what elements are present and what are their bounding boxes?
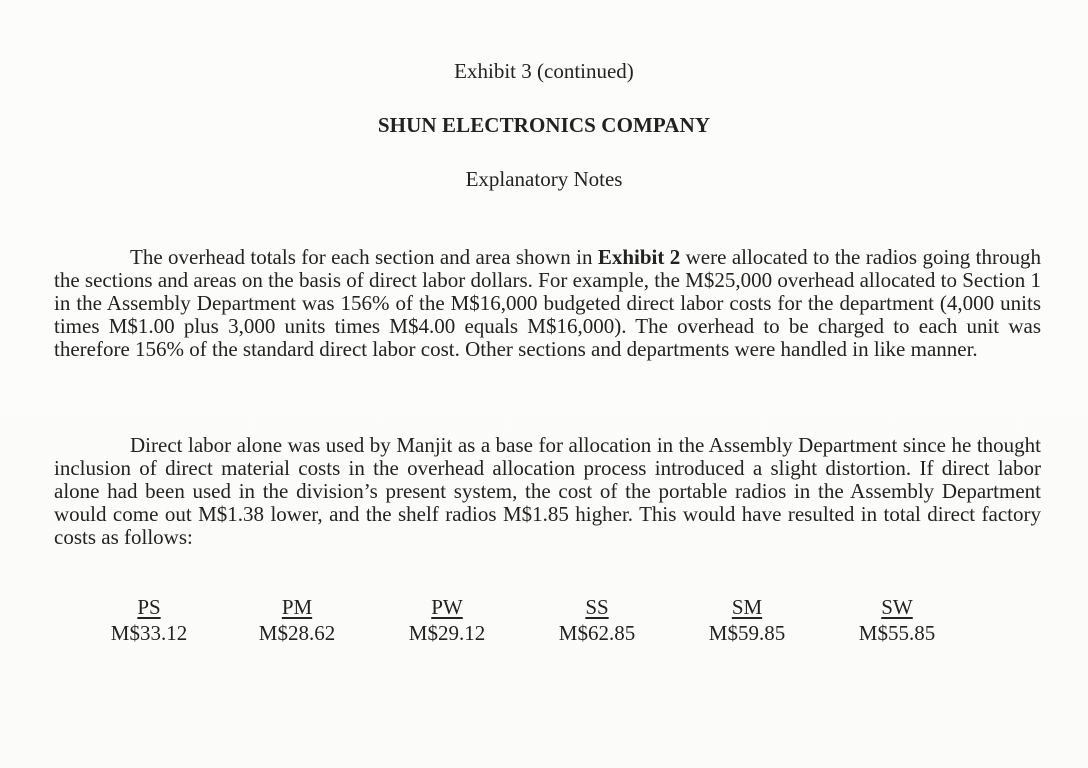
product-code: PW <box>431 595 463 619</box>
product-cost: M$55.85 <box>858 621 936 645</box>
product-cost: M$62.85 <box>558 621 636 645</box>
cost-column-ps <box>94 594 204 646</box>
paragraph-overhead-allocation <box>54 246 1041 361</box>
cost-column-pw <box>392 594 502 646</box>
paragraph-text: were allocated to the radios going through the sections and areas on the basis of direct labor dollars. For example, the M$25,000 overhead allocated to Section 1 in the Assembly Department was 156% of the M$16,000 budgeted direct labor costs for the department (4,000 units times M$1.00 plus 3,000 units times M$4.00 equals M$16,000). The overhead to be charged to each unit was therefore 156% of the standard direct labor cost. Other sections and departments were handled in like manner. <box>54 245 1042 361</box>
paragraph-direct-labor: Direct labor alone was used by Manjit as a base for allocation in the Assembly Department since he thought inclusion of direct material costs in the overhead allocation process introduced a slight distortion. If direct labor alone had been used in the division’s present system, the cost of the portable radios in the Assembly Department would come out M$1.38 lower, and the shelf radios M$1.85 higher. This would have resulted in total direct factory costs as follows: <box>54 433 1041 549</box>
product-code: SW <box>881 595 913 619</box>
direct-factory-cost-table <box>0 594 1088 646</box>
product-code: SS <box>585 595 609 619</box>
cost-column-ss <box>542 594 652 646</box>
company-title: SHUN ELECTRONICS COMPANY <box>377 113 711 137</box>
product-cost: M$28.62 <box>258 621 336 645</box>
exhibit-reference: Exhibit 2 <box>597 245 681 269</box>
product-cost: M$59.85 <box>708 621 786 645</box>
paragraph-text: The overhead totals for each section and area shown in <box>130 245 598 269</box>
cost-column-sw <box>842 594 952 646</box>
product-code: PM <box>281 595 313 619</box>
cost-column-pm <box>242 594 352 646</box>
product-cost: M$29.12 <box>408 621 486 645</box>
exhibit-label: Exhibit 3 (continued) <box>454 59 634 83</box>
product-cost: M$33.12 <box>110 621 188 645</box>
product-code: SM <box>731 595 763 619</box>
section-heading: Explanatory Notes <box>465 167 623 191</box>
cost-column-sm <box>692 594 802 646</box>
product-code: PS <box>137 595 161 619</box>
